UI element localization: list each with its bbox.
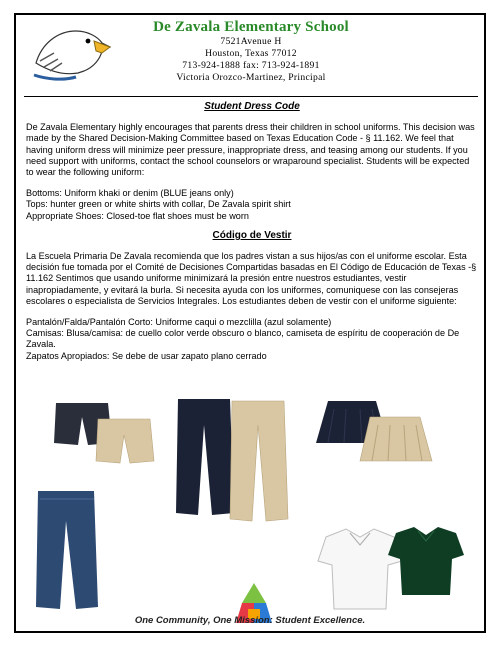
spanish-title: Código de Vestir [212,229,292,241]
khaki-pants-image [230,401,288,521]
letterhead [16,15,484,95]
spanish-shoes: Zapatos Apropiados: Se debe de usar zapato plano cerrado [26,350,267,361]
english-tops: Tops: hunter green or white shirts with collar, De Zavala spirit shirt [26,199,291,210]
phone-fax: 713-924-1888 fax: 713-924-1891 [182,60,320,71]
english-paragraph: De Zavala Elementary highly encourages that parents dress their children in school uniforms. This decision was made by the Shared Decision-Making Committee based on Texas Education Code - § 11.162. We feel that having uniform dress will minimize peer pressure, inappropriate dress, and teasing among our students. If you need support with uniforms, contact the school counselors or wraparound specialist. Students will be expected to wear the following uniform: [26,122,475,178]
spanish-paragraph: La Escuela Primaria De Zavala recomienda que los padres vistan a sus hijos/as con el uniforme escolar. Esta decisión fue tomada por el Comité de Decisiones Compartidas basadas en El Código de Educación de Texas -§ 11.162 Sentimos que usando uniforme minimizará la presión entre nuestros estudiantes, vestir inapropiadamente, y evitará la burla. Si necesita ayuda con los uniformes, comuniquese con las consejeras escolares o especialista de Servicios Integrales. Los estudiantes deben de vestir con el uniforme siguiente: [26,251,477,306]
khaki-shorts-image [96,419,154,463]
denim-jeans-image [36,491,98,609]
white-polo-image [318,529,402,609]
dress-code-content [26,101,478,362]
header-divider [24,96,478,97]
english-shoes: Appropriate Shoes: Closed-toe flat shoes must be worn [26,210,249,221]
address-line-1: 7521Avenue H [220,36,282,47]
spanish-shirts: Camisas: Blusa/camisa: de cuello color verde obscuro o blanco, camiseta de espíritu de cooperación de De Zavala. [26,328,460,350]
school-info [106,19,396,84]
english-title: Student Dress Code [204,101,300,112]
school-slogan: One Community, One Mission: Student Excellence. [134,615,366,626]
flyer-frame [14,13,486,633]
spanish-pants: Pantalón/Falda/Pantalón Corto: Uniforme caqui o mezclilla (azul solamente) [26,317,332,328]
navy-pants-image [176,399,234,515]
principal-name: Victoria Orozco-Martinez, Principal [176,72,326,83]
school-name: De Zavala Elementary School [153,19,349,35]
khaki-skirt-image [360,417,432,461]
address-line-2: Houston, Texas 77012 [205,48,297,59]
eagle-logo [32,23,112,81]
english-bottoms: Bottoms: Uniform khaki or denim (BLUE jeans only) [26,188,234,199]
